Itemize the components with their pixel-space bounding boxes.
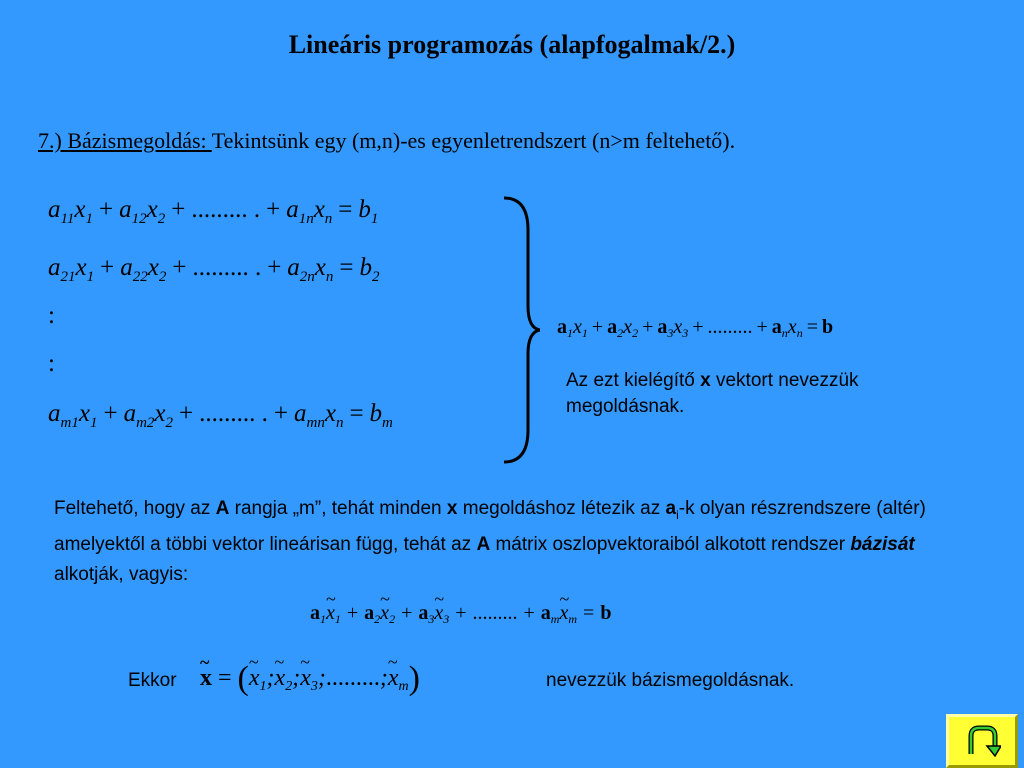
nevezzuk-text: nevezzük bázismegoldásnak. bbox=[546, 670, 795, 691]
vector-equation: $a_1x_1 + a_2x_2 + a_3x_3$ + ......... + $a_nx_n = b$ bbox=[557, 316, 834, 340]
section-label: 7.) Bázismegoldás: bbox=[38, 128, 212, 153]
basis-solution-definition: ~ x = (~ $x_1;\sim$ $x_2;\sim$ $x_3;.........;\sim$ $x_m$) bbox=[200, 660, 420, 698]
return-arrow-icon bbox=[965, 724, 1001, 760]
equation-colon-2: : bbox=[48, 350, 55, 377]
right-brace-icon bbox=[500, 196, 540, 466]
intro-line bbox=[38, 128, 735, 154]
solution-note: Az ezt kielégítő x vektort nevezzük megoldásnak. bbox=[566, 370, 859, 417]
equation-colon-1: : bbox=[48, 302, 55, 329]
equation-row-1: $a_{11}x_1 + a_{12}x_2$ + ......... . + $a_{1n}x_n = b_1$ bbox=[48, 196, 379, 227]
intro-text: Tekintsünk egy (m,n)-es egyenletrendszert (n>m feltehető). bbox=[211, 128, 736, 153]
equation-row-m: $a_{m1}x_1 + a_{m2}x_2$ + ......... . + $a_{mn}x_n = b_m$ bbox=[48, 400, 393, 431]
equation-row-2: $a_{21}x_1 + a_{22}x_2$ + ......... . + $a_{2n}x_n = b_2$ bbox=[48, 254, 380, 285]
page-title: Lineáris programozás (alapfogalmak/2.) bbox=[288, 30, 736, 59]
ekkor-label: Ekkor bbox=[128, 670, 177, 691]
return-button[interactable] bbox=[946, 714, 1018, 768]
basis-equation: $a_1\sim$ $x_1$ + $a_2\sim$ $x_2$ + $a_3\sim$ $x_3$ + ......... + $a_m\sim$ $x_m = b$ bbox=[310, 602, 611, 627]
basis-paragraph: Feltehető, hogy az A rangja „m”, tehát minden x megoldáshoz létezik az $a_i-k$ olyan részrendszere (altér) amelyektől a többi vektor lineárisan függ, tehát az A mátrix oszlopvektoraiból alkotott rendszer bázisát alkotják, vagyis: bbox=[54, 498, 926, 585]
